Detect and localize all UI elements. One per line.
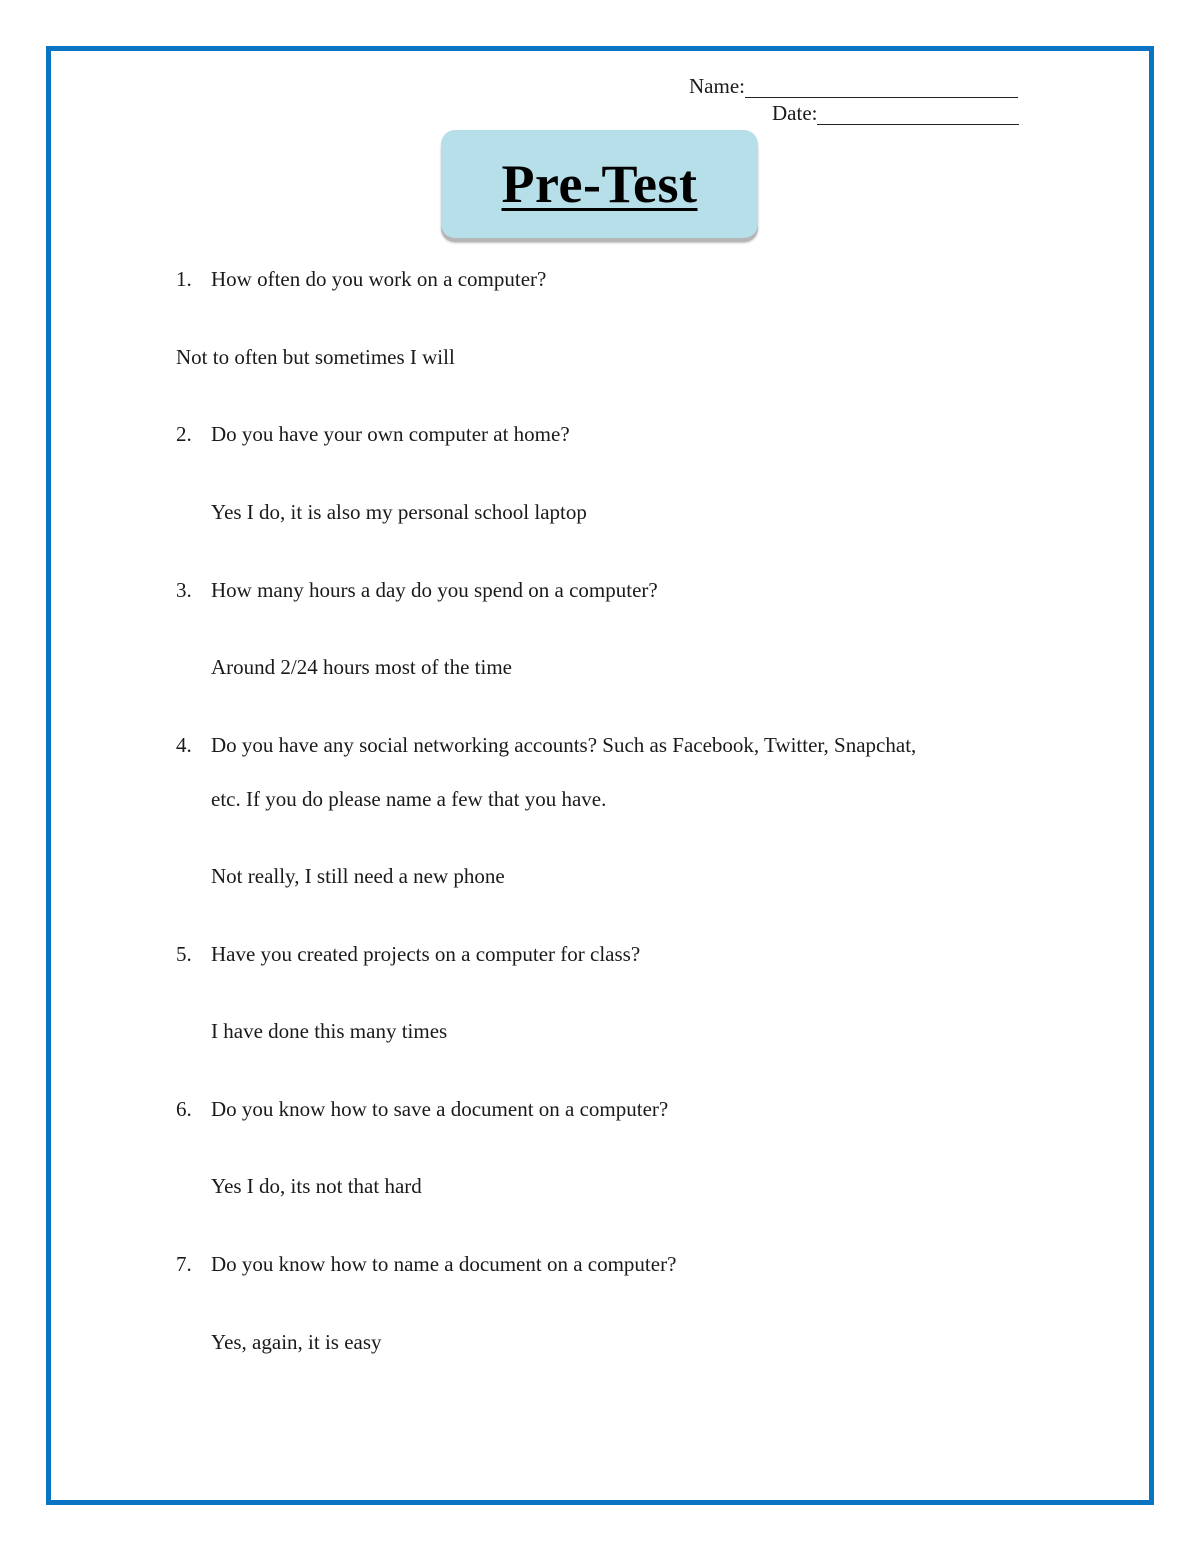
answer-6: Yes I do, its not that hard — [211, 1174, 422, 1198]
question-text: How many hours a day do you spend on a computer? — [211, 578, 658, 602]
question-text: Do you have any social networking accounts? Such as Facebook, Twitter, Snapchat, — [211, 733, 917, 757]
page-border — [46, 46, 1154, 1505]
question-number: 5. — [176, 942, 192, 966]
answer-2: Yes I do, it is also my personal school laptop — [211, 500, 587, 524]
answer-5: I have done this many times — [211, 1019, 448, 1043]
date-blank-line[interactable] — [817, 104, 1019, 125]
answer-7: Yes, again, it is easy — [211, 1330, 382, 1354]
question-text: Have you created projects on a computer for class? — [211, 942, 641, 966]
page-title: Pre-Test — [501, 154, 698, 214]
answer-3: Around 2/24 hours most of the time — [211, 655, 512, 679]
date-label: Date: — [772, 101, 818, 125]
name-blank-line[interactable] — [745, 77, 1018, 98]
question-number: 4. — [176, 733, 192, 757]
question-number: 7. — [176, 1252, 192, 1276]
question-text: Do you have your own computer at home? — [211, 422, 570, 446]
question-text: How often do you work on a computer? — [211, 267, 547, 291]
answer-1: Not to often but sometimes I will — [176, 345, 455, 369]
answer-4: Not really, I still need a new phone — [211, 864, 505, 888]
question-text: Do you know how to save a document on a computer? — [211, 1097, 669, 1121]
name-label: Name: — [689, 74, 745, 98]
question-number: 2. — [176, 422, 192, 446]
question-text: Do you know how to name a document on a computer? — [211, 1252, 677, 1276]
question-number: 3. — [176, 578, 192, 602]
question-4-continuation: etc. If you do please name a few that you have. — [211, 787, 607, 811]
title-banner — [441, 130, 758, 238]
date-field[interactable] — [772, 101, 1019, 125]
name-field[interactable] — [689, 74, 1018, 98]
question-number: 6. — [176, 1097, 192, 1121]
question-number: 1. — [176, 267, 192, 291]
